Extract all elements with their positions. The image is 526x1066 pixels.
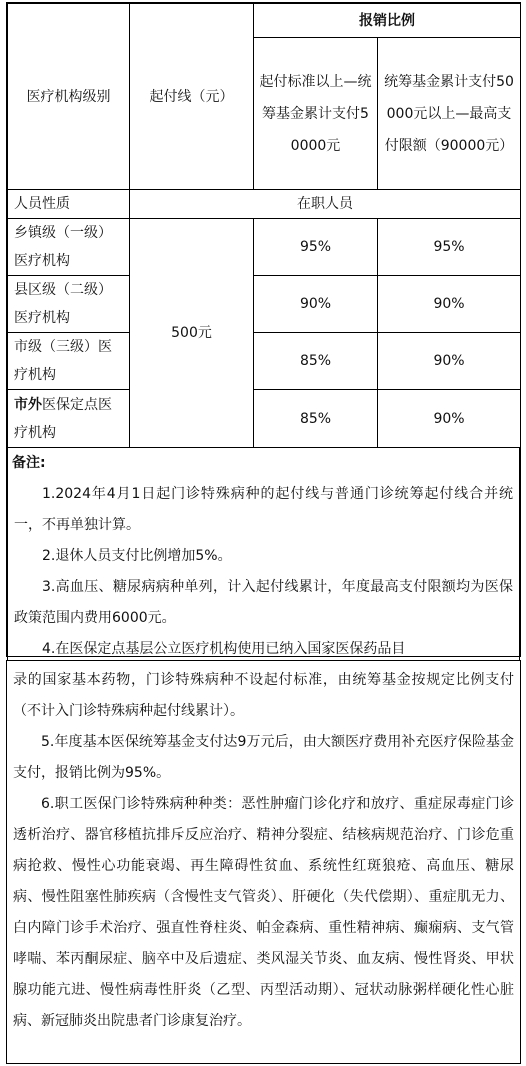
row-4-ratio-b: 90% <box>378 390 521 448</box>
note-6: 6.职工医保门诊特殊病种种类：恶性肿瘤门诊化疗和放疗、重症尿毒症门诊透析治疗、器官移植抗排斥反应治疗、精神分裂症、结核病规范治疗、门诊危重病抢救、慢性心功能衰竭、再生障碍性贫血、系统性红斑狼疮、高血压、糖尿病、慢性阻塞性肺疾病（含慢性支气管炎）、肝硬化（失代偿期）、重症肌无力、白内障门诊手术治疗、强直性脊柱炎、帕金森病、重性精神病、癫痫病、支气管哮喘、苯丙酮尿症、脑卒中及后遗症、类风湿关节炎、血友病、慢性肾炎、甲状腺功能亢进、慢性病毒性肝炎（乙型、丙型活动期）、冠状动脉粥样硬化性心脏病、新冠肺炎出院患者门诊康复治疗。 <box>13 796 514 1029</box>
row-3-ratio-a: 85% <box>254 333 378 390</box>
row-person-label: 人员性质 <box>8 190 130 219</box>
note-1: 1.2024年4月1日起门诊特殊病种的起付线与普通门诊统筹起付线合并统一，不再单独计算。 <box>14 486 513 533</box>
note-5: 5.年度基本医保统筹基金支付达9万元后，由大额医疗费用补充医疗保险基金支付，报销比例为95%。 <box>13 734 514 781</box>
header-ratio: 报销比例 <box>254 4 521 38</box>
row-1-ratio-a: 95% <box>254 219 378 276</box>
row-2-ratio-a: 90% <box>254 276 378 333</box>
note-3: 3.高血压、糖尿病病种单列，计入起付线累计，年度最高支付限额均为医保政策范围内费用6000元。 <box>14 579 513 626</box>
note-2: 2.退休人员支付比例增加5%。 <box>42 548 232 564</box>
row-level-1: 乡镇级（一级）医疗机构 <box>8 219 130 276</box>
note-4-part1: 4.在医保定点基层公立医疗机构使用已纳入国家医保药品目 <box>42 641 406 657</box>
row-level-4-rest: 医保定点医疗机构 <box>14 396 112 441</box>
row-4-ratio-a: 85% <box>254 390 378 448</box>
note-4-part2: 录的国家基本药物，门诊特殊病种不设起付标准，由统筹基金按规定比例支付（不计入门诊特殊病种起付线累计）。 <box>13 672 514 719</box>
row-level-4 <box>8 390 130 448</box>
row-3-ratio-b: 90% <box>378 333 521 390</box>
reimbursement-table <box>7 3 521 448</box>
notes-label: 备注: <box>12 455 46 471</box>
notes-section <box>7 448 520 666</box>
header-threshold: 起付线（元） <box>130 4 254 190</box>
document-page-2 <box>6 660 521 1064</box>
header-sub-b: 统筹基金累计支付50000元以上—最高支付限额（90000元） <box>378 38 521 190</box>
row-level-4-bold: 市外 <box>14 396 42 413</box>
row-person-value: 在职人员 <box>130 190 521 219</box>
row-2-ratio-b: 90% <box>378 276 521 333</box>
threshold-value: 500元 <box>130 219 254 448</box>
document-page-1 <box>6 2 521 657</box>
row-level-3: 市级（三级）医疗机构 <box>8 333 130 390</box>
header-level: 医疗机构级别 <box>8 4 130 190</box>
header-sub-a: 起付标准以上—统筹基金累计支付50000元 <box>254 38 378 190</box>
row-level-2: 县区级（二级）医疗机构 <box>8 276 130 333</box>
row-1-ratio-b: 95% <box>378 219 521 276</box>
